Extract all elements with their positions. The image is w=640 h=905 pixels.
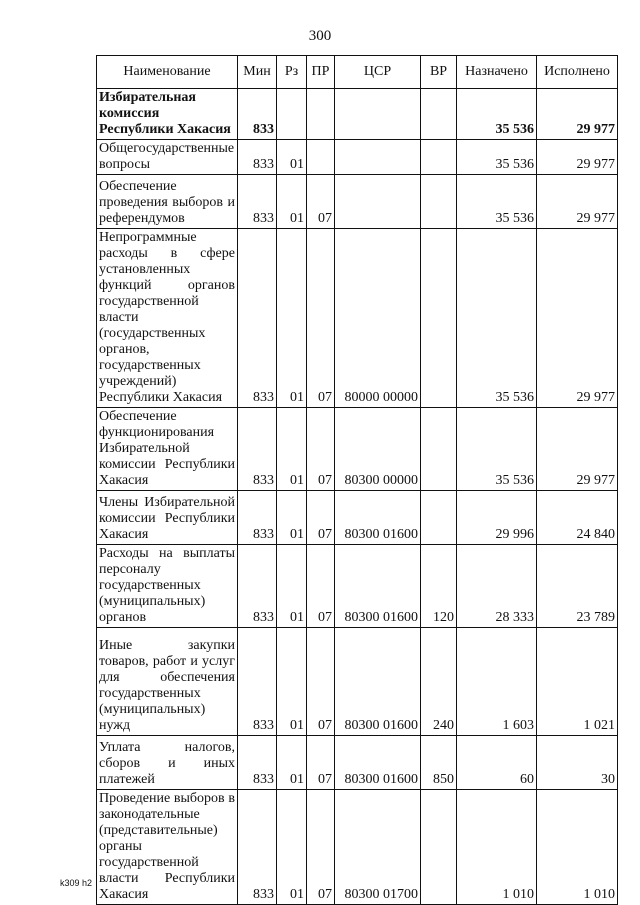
row-rz: 01 (277, 408, 307, 491)
row-vr (421, 408, 457, 491)
row-executed: 23 789 (537, 545, 618, 628)
row-csr: 80300 00000 (335, 408, 421, 491)
row-csr (335, 175, 421, 229)
row-csr: 80300 01600 (335, 491, 421, 545)
row-executed: 1 010 (537, 790, 618, 905)
row-csr: 80000 00000 (335, 229, 421, 408)
row-vr: 850 (421, 736, 457, 790)
row-rz: 01 (277, 491, 307, 545)
row-rz: 01 (277, 545, 307, 628)
page-number: 300 (308, 28, 332, 44)
row-vr: 240 (421, 628, 457, 736)
row-rz: 01 (277, 736, 307, 790)
row-min: 833 (238, 491, 277, 545)
table-row (97, 545, 618, 628)
table-row (97, 229, 618, 408)
row-min: 833 (238, 736, 277, 790)
row-csr: 80300 01600 (335, 545, 421, 628)
row-name: Члены Избирательной комиссии Республики Хакасия (97, 491, 238, 545)
row-executed: 29 977 (537, 408, 618, 491)
table-row (97, 790, 618, 905)
row-vr: 120 (421, 545, 457, 628)
row-pr: 07 (307, 491, 335, 545)
header-assigned: Назначено (457, 56, 537, 89)
header-min: Мин (238, 56, 277, 89)
row-vr (421, 229, 457, 408)
row-assigned: 1 603 (457, 628, 537, 736)
row-assigned: 1 010 (457, 790, 537, 905)
row-csr: 80300 01600 (335, 736, 421, 790)
row-min: 833 (238, 628, 277, 736)
row-vr (421, 140, 457, 175)
row-pr: 07 (307, 175, 335, 229)
row-min: 833 (238, 89, 277, 140)
row-min: 833 (238, 790, 277, 905)
row-pr: 07 (307, 229, 335, 408)
row-rz: 01 (277, 790, 307, 905)
row-rz: 01 (277, 628, 307, 736)
table-row (97, 628, 618, 736)
row-name: Обеспечение функционирования Избирательной комиссии Республики Хакасия (97, 408, 238, 491)
row-rz: 01 (277, 229, 307, 408)
row-rz: 01 (277, 175, 307, 229)
row-executed: 29 977 (537, 140, 618, 175)
row-min: 833 (238, 408, 277, 491)
header-pr: ПР (307, 56, 335, 89)
row-vr (421, 89, 457, 140)
row-executed: 29 977 (537, 175, 618, 229)
footer-mark: k309 h2 (60, 878, 93, 888)
row-executed: 1 021 (537, 628, 618, 736)
row-pr: 07 (307, 408, 335, 491)
row-pr: 07 (307, 790, 335, 905)
budget-table (96, 55, 618, 905)
row-name: Уплата налогов, сборов и иных платежей (97, 736, 238, 790)
row-executed: 29 977 (537, 229, 618, 408)
row-pr: 07 (307, 628, 335, 736)
row-executed: 24 840 (537, 491, 618, 545)
row-executed: 29 977 (537, 89, 618, 140)
table-row (97, 89, 618, 140)
row-name: Обеспечение проведения выборов и референдумов (97, 175, 238, 229)
row-executed: 30 (537, 736, 618, 790)
row-pr (307, 89, 335, 140)
row-csr (335, 89, 421, 140)
table-row (97, 408, 618, 491)
row-vr (421, 790, 457, 905)
table-row (97, 140, 618, 175)
table-row (97, 175, 618, 229)
row-assigned: 35 536 (457, 229, 537, 408)
row-name: Иные закупки товаров, работ и услуг для обеспечения государственных (муниципальных) нужд (97, 628, 238, 736)
row-min: 833 (238, 175, 277, 229)
row-min: 833 (238, 545, 277, 628)
row-assigned: 35 536 (457, 89, 537, 140)
row-name: Расходы на выплаты персоналу государственных (муниципальных) органов (97, 545, 238, 628)
row-assigned: 29 996 (457, 491, 537, 545)
row-assigned: 35 536 (457, 408, 537, 491)
row-csr (335, 140, 421, 175)
row-min: 833 (238, 229, 277, 408)
header-csr: ЦСР (335, 56, 421, 89)
row-name: Проведение выборов в законодательные (представительные) органы государственной власти Республики Хакасия (97, 790, 238, 905)
header-name: Наименование (97, 56, 238, 89)
row-rz (277, 89, 307, 140)
table-row (97, 736, 618, 790)
row-assigned: 28 333 (457, 545, 537, 628)
table-row (97, 491, 618, 545)
header-vr: ВР (421, 56, 457, 89)
row-vr (421, 175, 457, 229)
header-executed: Исполнено (537, 56, 618, 89)
row-min: 833 (238, 140, 277, 175)
row-assigned: 60 (457, 736, 537, 790)
row-name: Избирательная комиссия Республики Хакасия (97, 89, 238, 140)
row-assigned: 35 536 (457, 140, 537, 175)
row-csr: 80300 01600 (335, 628, 421, 736)
row-pr: 07 (307, 545, 335, 628)
row-rz: 01 (277, 140, 307, 175)
row-name: Общегосударственные вопросы (97, 140, 238, 175)
row-pr (307, 140, 335, 175)
row-vr (421, 491, 457, 545)
row-name: Непрограммные расходы в сфере установленных функций органов государственной власти (государственных органов, государственных учреждений) Республики Хакасия (97, 229, 238, 408)
header-row (97, 56, 618, 89)
row-pr: 07 (307, 736, 335, 790)
row-csr: 80300 01700 (335, 790, 421, 905)
header-rz: Рз (277, 56, 307, 89)
row-assigned: 35 536 (457, 175, 537, 229)
